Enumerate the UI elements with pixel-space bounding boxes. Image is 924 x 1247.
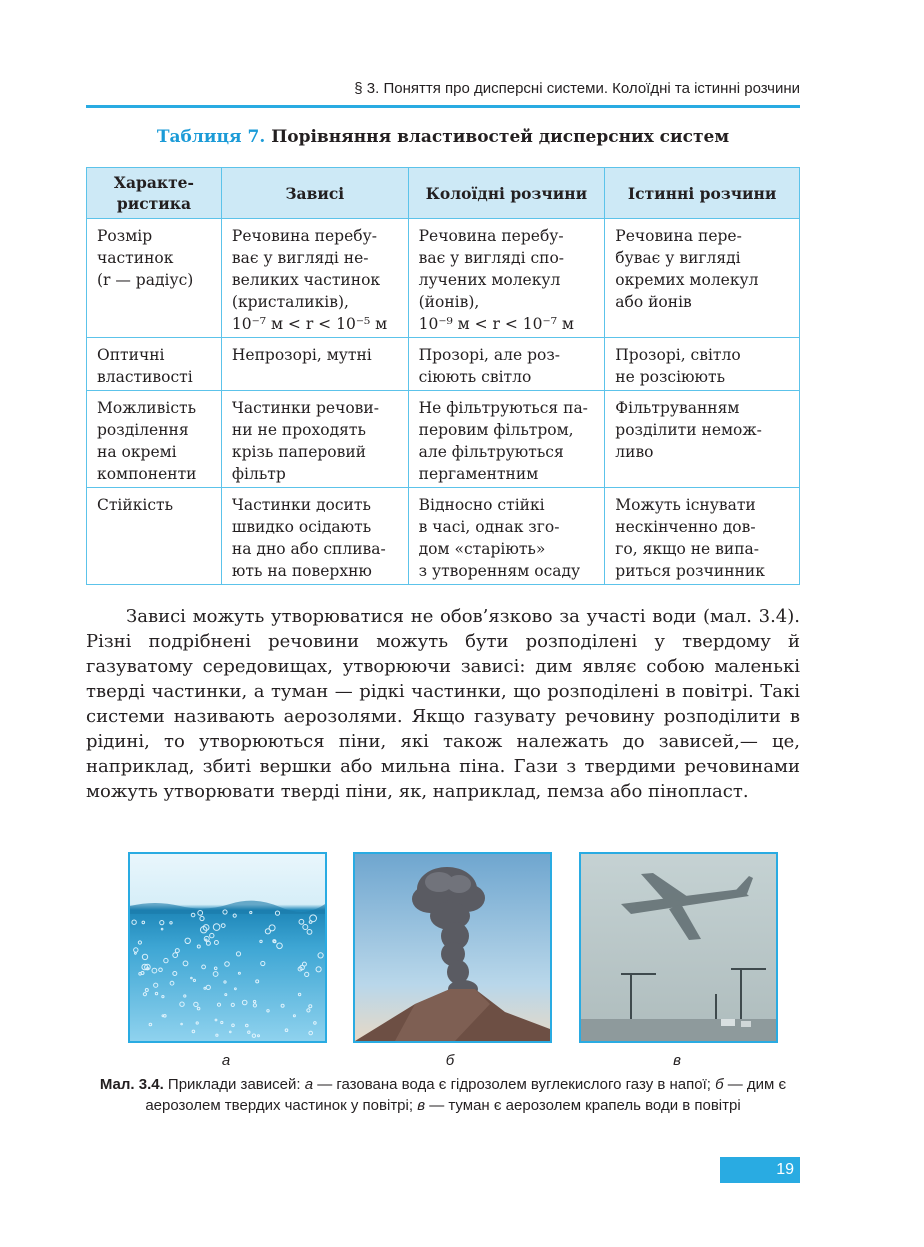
- table-cell: Прозорі, але роз- сіюють світло: [408, 338, 605, 391]
- caption-part: — газована вода є гідрозолем вуглекислого газу в напої;: [313, 1076, 716, 1093]
- table-row: [87, 219, 800, 338]
- table-header-row: [87, 168, 800, 219]
- header-characteristic: Характе- ристика: [87, 168, 222, 219]
- table-cell: Непрозорі, мутні: [221, 338, 408, 391]
- body-paragraph: Зависі можуть утворюватися не обов’язково за участі води (мал. 3.4). Різні подрібнені речовини можуть бути розподілені у твердому й газуватому середовищах, утворюючи зависі: дим являє собою маленькі тверді частинки, а туман — рідкі частинки, що розподілені в повітрі. Такі системи називають аерозолями. Якщо газувату речовину розподілити в рідині, то утворюються піни, які також належать до зависей,— це, наприклад, збиті вершки або мильна піна. Гази з твердими речовинами можуть утворювати тверді піни, як, наприклад, пемза або пінопласт.: [86, 606, 800, 802]
- caption-part: — туман є аерозолем крапель води в повітрі: [425, 1097, 741, 1114]
- header-rule: [86, 105, 800, 108]
- header-colloids: Колоїдні розчини: [408, 168, 605, 219]
- caption-part: — дим є аерозолем твердих частинок у повітрі;: [145, 1076, 787, 1114]
- comparison-table: [86, 167, 800, 585]
- table-cell: Можливість розділення на окремі компоненти: [87, 391, 222, 488]
- table-cell: Прозорі, світло не розсіюють: [605, 338, 800, 391]
- table-cell: Речовина пере- буває у вигляді окремих молекул або йонів: [605, 219, 800, 338]
- bubbles-image: [130, 854, 325, 1041]
- header-true-solutions: Істинні розчини: [605, 168, 800, 219]
- fog-image: [581, 854, 776, 1041]
- table-cell: Фільтруванням розділити немож- ливо: [605, 391, 800, 488]
- caption-part: Приклади зависей:: [163, 1076, 305, 1093]
- table-cell: Розмір частинок (r — радіус): [87, 219, 222, 338]
- table-cell: Оптичні властивості: [87, 338, 222, 391]
- table-caption: [86, 127, 800, 147]
- table-number: Таблиця 7.: [156, 127, 266, 147]
- sub-label-a: а: [221, 1052, 231, 1069]
- caption-part: а: [304, 1076, 314, 1093]
- table-cell: Частинки досить швидко осідають на дно або сплива- ють на поверхню: [221, 488, 408, 585]
- volcano-image: [355, 854, 550, 1041]
- photo-carbonated-water: [128, 852, 327, 1043]
- table-cell: Можуть існувати нескінченно дов- го, якщо не випа- риться розчинник: [605, 488, 800, 585]
- table-cell: Не фільтруються па- перовим фільтром, але фільтруються пергаментним: [408, 391, 605, 488]
- caption-part: б: [715, 1076, 724, 1093]
- page-number-box: [720, 1157, 800, 1183]
- running-header: § 3. Поняття про дисперсні системи. Колоїдні та істинні розчини: [354, 80, 800, 97]
- table-row: [87, 338, 800, 391]
- table-row: [87, 391, 800, 488]
- table-body: [87, 219, 800, 585]
- figure-caption: [86, 1074, 800, 1116]
- header-suspensions: Зависі: [221, 168, 408, 219]
- table-cell: Речовина перебу- ває у вигляді спо- лучених молекул (йонів), 10⁻⁹ м < r < 10⁻⁷ м: [408, 219, 605, 338]
- photo-fog-airplane: [579, 852, 778, 1043]
- page-number: 19: [776, 1161, 794, 1178]
- table-cell: Частинки речови- ни не проходять крізь паперовий фільтр: [221, 391, 408, 488]
- table-cell: Відносно стійкі в часі, однак зго- дом «старіють» з утворенням осаду: [408, 488, 605, 585]
- sub-label-c: в: [673, 1052, 681, 1069]
- table-title: Порівняння властивостей дисперсних систем: [271, 127, 730, 147]
- caption-part: в: [417, 1097, 426, 1114]
- sub-label-b: б: [445, 1052, 455, 1069]
- table-cell: Речовина перебу- ває у вигляді не- великих частинок (кристаликів), 10⁻⁷ м < r < 10⁻⁵ м: [221, 219, 408, 338]
- photo-volcano-smoke: [353, 852, 552, 1043]
- table-cell: Стійкість: [87, 488, 222, 585]
- table-row: [87, 488, 800, 585]
- figure-caption-label: Мал. 3.4.: [99, 1076, 164, 1093]
